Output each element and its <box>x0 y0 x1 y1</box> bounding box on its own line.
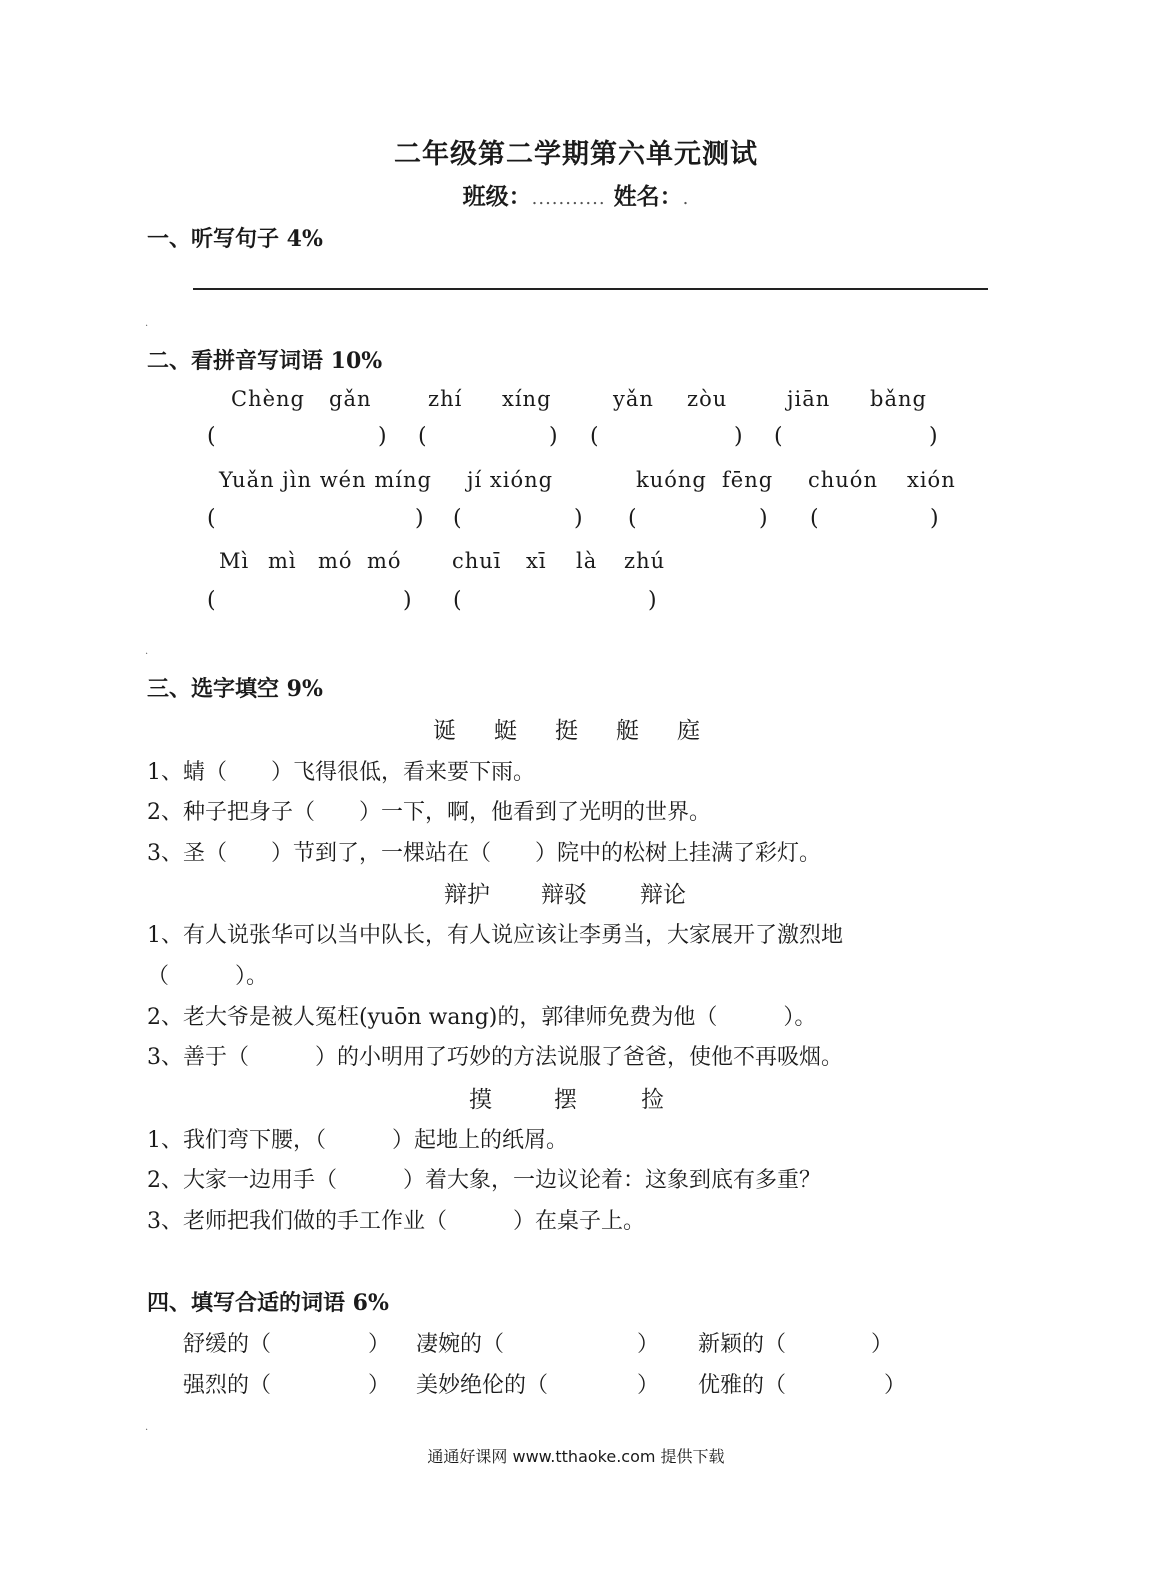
choice-word: 辩驳 <box>541 882 587 908</box>
answer-paren: ) <box>549 424 558 449</box>
word-fill-label: 优雅的（ <box>698 1373 787 1398</box>
fill-in-item: 3、老师把我们做的手工作业（ ）在桌子上。 <box>147 1209 645 1234</box>
word-fill-close: ） <box>884 1373 907 1398</box>
pinyin-syllable: yǎn <box>613 387 654 411</box>
answer-paren: ( <box>453 506 462 531</box>
pinyin-syllable: bǎng <box>870 387 927 411</box>
pinyin-syllable: jiān <box>787 387 831 411</box>
pinyin-syllable: là <box>576 549 598 573</box>
name-blank: . <box>682 188 690 209</box>
pinyin-syllable: chuī <box>452 549 502 573</box>
pinyin-syllable: chuón <box>808 468 878 492</box>
answer-paren: ) <box>378 424 387 449</box>
answer-paren: ) <box>930 506 939 531</box>
fill-in-item: 3、圣（ ）节到了，一棵站在（ ）院中的松树上挂满了彩灯。 <box>147 841 821 866</box>
choice-word: 挺 <box>555 718 578 744</box>
pinyin-syllable: mì <box>268 549 297 573</box>
fill-in-item: 2、种子把身子（ ）一下，啊，他看到了光明的世界。 <box>147 800 711 825</box>
margin-mark: . <box>145 1422 149 1433</box>
choice-word: 诞 <box>433 718 456 744</box>
answer-paren: ( <box>207 588 216 613</box>
choice-word: 捡 <box>641 1087 664 1113</box>
word-fill-label: 强烈的（ <box>183 1373 272 1398</box>
answer-paren: ) <box>734 424 743 449</box>
margin-mark: . <box>145 318 149 329</box>
fill-in-item: 1、有人说张华可以当中队长，有人说应该让李勇当，大家展开了激烈地 <box>147 923 843 948</box>
page-title: 二年级第二学期第六单元测试 <box>394 139 758 170</box>
section-3-heading: 三、选字填空 9% <box>147 676 323 702</box>
pinyin-syllable: fēng <box>722 468 774 492</box>
word-fill-close: ） <box>637 1332 660 1357</box>
class-name-line <box>0 178 1152 211</box>
word-fill-close: ） <box>871 1332 894 1357</box>
word-fill-label: 美妙绝伦的（ <box>416 1373 549 1398</box>
choice-word: 摸 <box>469 1087 492 1113</box>
answer-paren: ( <box>418 424 427 449</box>
section-1-heading: 一、听写句子 4% <box>147 226 323 252</box>
answer-paren: ( <box>810 506 819 531</box>
pinyin-syllable: jí xióng <box>467 468 554 492</box>
pinyin-syllable: Chèng <box>231 387 305 411</box>
pinyin-syllable: xíng <box>502 387 552 411</box>
answer-paren: ( <box>628 506 637 531</box>
pinyin-syllable: Mì <box>219 549 250 573</box>
dictation-answer-line <box>193 288 988 290</box>
fill-in-item: 2、老大爷是被人冤枉(yuōn wang)的，郭律师免费为他（ ）。 <box>147 1005 817 1030</box>
word-fill-close: ） <box>368 1373 391 1398</box>
answer-paren: ( <box>453 588 462 613</box>
pinyin-syllable: xión <box>907 468 956 492</box>
pinyin-syllable: mó <box>318 549 353 573</box>
word-fill-label: 新颖的（ <box>698 1332 787 1357</box>
answer-paren: ) <box>759 506 768 531</box>
fill-in-item-continued: （ ）。 <box>147 964 269 989</box>
answer-paren: ) <box>403 588 412 613</box>
answer-paren: ) <box>415 506 424 531</box>
footer-credit: 通通好课网 www.tthaoke.com 提供下载 <box>427 1447 725 1466</box>
answer-paren: ( <box>590 424 599 449</box>
answer-paren: ) <box>574 506 583 531</box>
section-2-heading: 二、看拼音写词语 10% <box>147 348 383 374</box>
answer-paren: ( <box>774 424 783 449</box>
choice-word: 蜓 <box>494 718 517 744</box>
margin-mark: . <box>145 646 149 657</box>
pinyin-syllable: zòu <box>687 387 728 411</box>
word-fill-label: 舒缓的（ <box>183 1332 272 1357</box>
pinyin-syllable: xī <box>526 549 547 573</box>
class-blank: ........... <box>531 188 606 209</box>
answer-paren: ) <box>648 588 657 613</box>
choice-word: 艇 <box>616 718 639 744</box>
pinyin-syllable: kuóng <box>636 468 707 492</box>
choice-word: 辩护 <box>444 882 490 908</box>
fill-in-item: 1、蜻（ ）飞得很低，看来要下雨。 <box>147 760 535 785</box>
pinyin-syllable: zhí <box>428 387 463 411</box>
pinyin-syllable: gǎn <box>329 387 372 411</box>
fill-in-item: 3、善于（ ）的小明用了巧妙的方法说服了爸爸，使他不再吸烟。 <box>147 1045 843 1070</box>
word-fill-label: 凄婉的（ <box>416 1332 505 1357</box>
section-4-heading: 四、填写合适的词语 6% <box>147 1290 389 1316</box>
class-label: 班级： <box>462 183 532 210</box>
pinyin-syllable: zhú <box>624 549 666 573</box>
choice-word: 庭 <box>677 718 700 744</box>
word-fill-close: ） <box>637 1373 660 1398</box>
word-fill-close: ） <box>368 1332 391 1357</box>
answer-paren: ) <box>929 424 938 449</box>
answer-paren: ( <box>207 424 216 449</box>
choice-word: 辩论 <box>640 882 686 908</box>
name-label: 姓名： <box>613 183 683 210</box>
fill-in-item: 1、我们弯下腰，（ ）起地上的纸屑。 <box>147 1128 568 1153</box>
pinyin-syllable: mó <box>367 549 402 573</box>
choice-word: 摆 <box>554 1087 577 1113</box>
fill-in-item: 2、大家一边用手（ ）着大象，一边议论着：这象到底有多重？ <box>147 1168 821 1193</box>
answer-paren: ( <box>207 506 216 531</box>
pinyin-syllable: Yuǎn jìn wén míng <box>219 468 432 492</box>
